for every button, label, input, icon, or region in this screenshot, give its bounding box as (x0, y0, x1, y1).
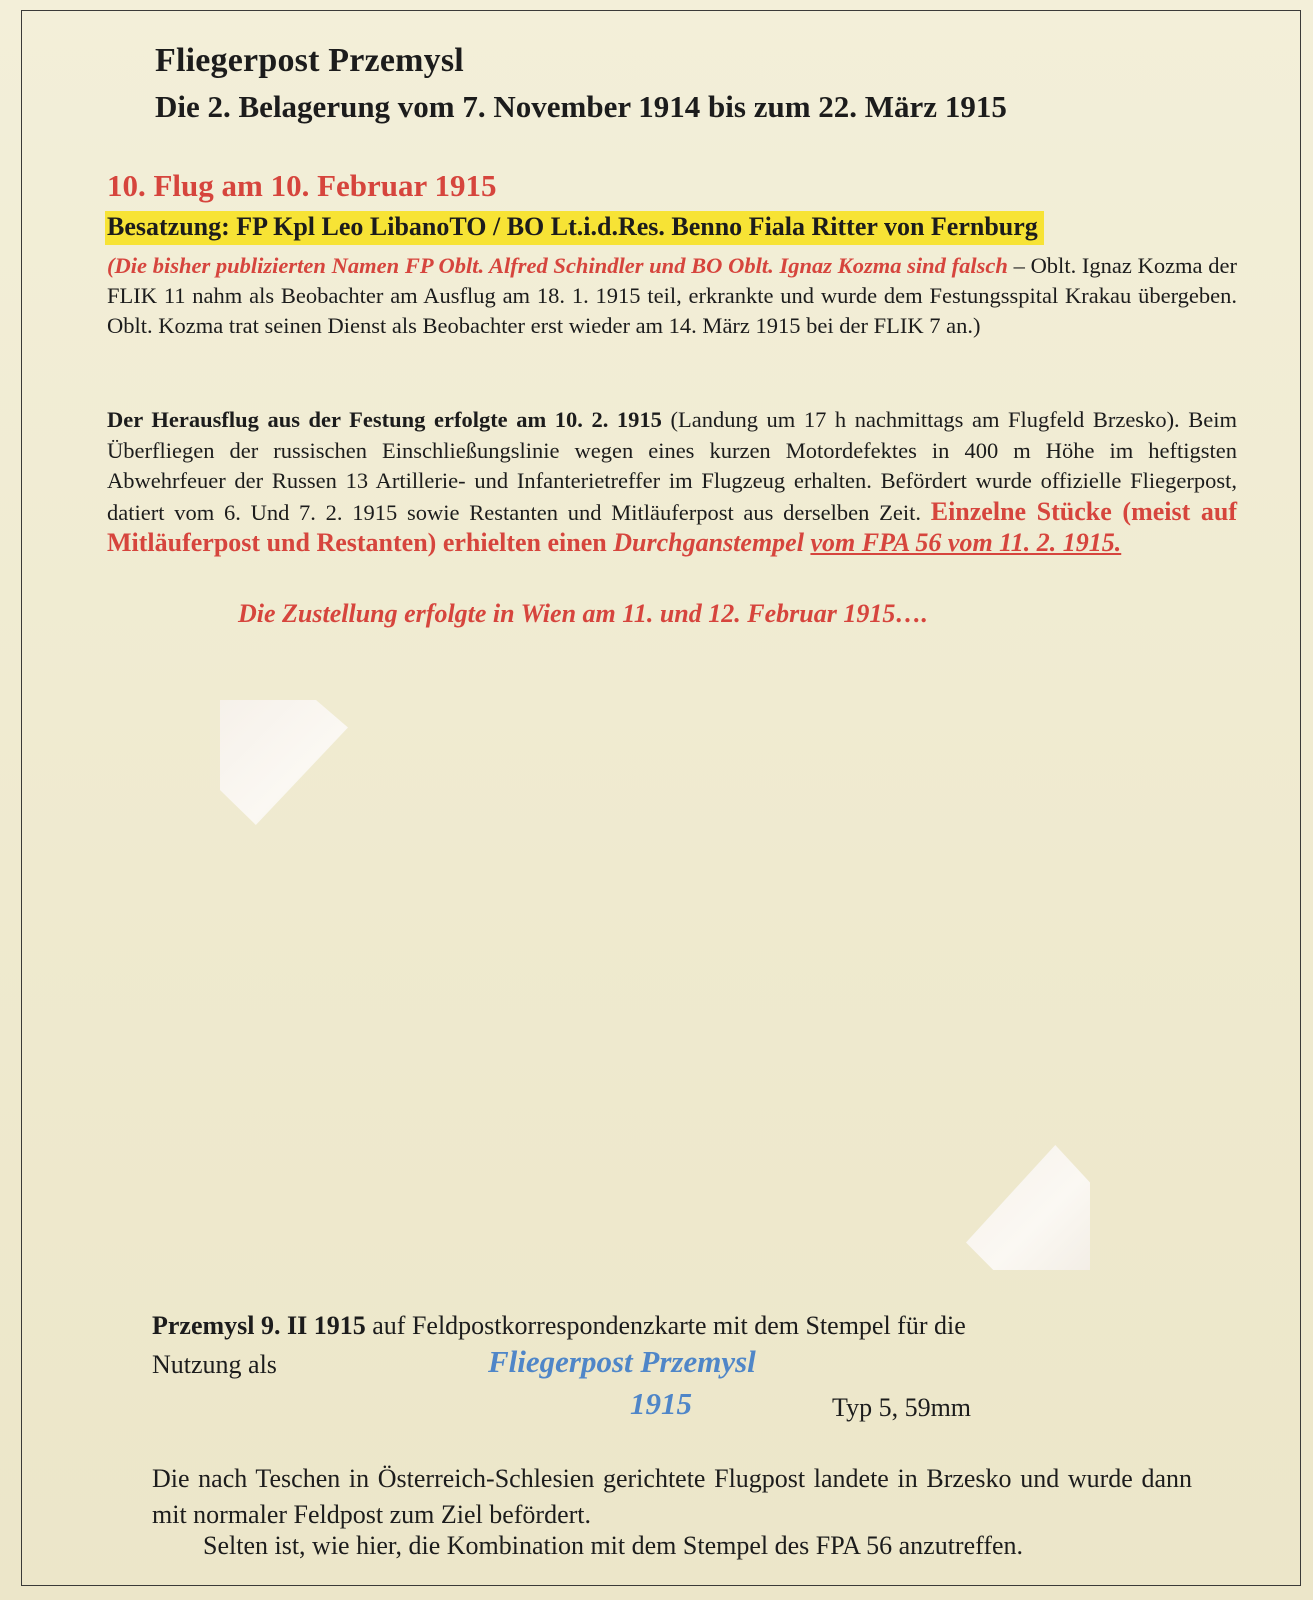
cachet-name: Fliegerpost Przemysl (488, 1344, 756, 1379)
cachet-year: 1915 (630, 1386, 692, 1421)
transit-stamp-date: vom FPA 56 vom 11. 2. 1915. (810, 528, 1122, 557)
departure-paragraph (107, 405, 1237, 560)
crew-note-text: Oblt. Ignaz Kozma der FLIK 11 nahm als Beobachter am Ausflug am 18. 1. 1915 teil, erkrankte und wurde dem Festungsspital Krakau übergeben. Oblt. Kozma trat seinen Dienst als Beobachter erst wieder am 14. März 1915 bei der FLIK 7 an.) (107, 253, 1237, 338)
departure-text: (Landung um 17 h nachmittags am Flugfeld Brzesko). Beim Überfliegen der russischen Einschließungslinie wegen eines kurzen Motordefektes in 400 m Höhe im heftigsten Abwehrfeuer der Russen 13 Artillerie- und Infanterietreffer im Flugzeug erhalten. Befördert wurde offizielle Fliegerpost, datiert vom 6. Und 7. 2. 1915 sowie Restanten und Mitläuferpost aus derselben Zeit. (107, 407, 1237, 525)
crew-highlight: Besatzung: FP Kpl Leo LibanoTO / BO Lt.i.d.Res. Benno Fiala Ritter von Fernburg (105, 211, 1044, 245)
page-subtitle: Die 2. Belagerung vom 7. November 1914 bis zum 22. März 1915 (155, 89, 1007, 124)
flight-heading: 10. Flug am 10. Februar 1915 (107, 168, 497, 203)
delivery-note: Die Zustellung erfolgte in Wien am 11. und 12. Februar 1915…. (238, 599, 928, 628)
crew-correction-note: (Die bisher publizierten Namen FP Oblt. Alfred Schindler und BO Oblt. Ignaz Kozma sind falsch (107, 253, 1008, 278)
rarity-note: Selten ist, wie hier, die Kombination mit dem Stempel des FPA 56 anzutreffen. (203, 1531, 1024, 1560)
departure-lead: Der Herausflug aus der Festung erfolgte am 10. 2. 1915 (107, 407, 662, 432)
page-title: Fliegerpost Przemysl (155, 42, 464, 79)
crew-note-paragraph (107, 251, 1237, 341)
item-usage-label: Nutzung als (152, 1350, 277, 1379)
item-postmark: Przemysl 9. II 1915 (152, 1311, 366, 1340)
transit-stamp-label: Durchganstempel (613, 528, 811, 557)
item-description-text: auf Feldpostkorrespondenzkarte mit dem Stempel für die (365, 1311, 966, 1340)
cachet-type: Typ 5, 59mm (832, 1393, 972, 1422)
note-dash: – (1007, 253, 1031, 278)
routing-paragraph: Die nach Teschen in Österreich-Schlesien gerichtete Flugpost landete in Brzesko und wurde dann mit normaler Feldpost zum Ziel befördert. (152, 1464, 1192, 1529)
transit-note: Einzelne Stücke (meist auf Mitläuferpost und Restanten) erhielten einen (107, 496, 1238, 557)
item-description (152, 1308, 1192, 1344)
